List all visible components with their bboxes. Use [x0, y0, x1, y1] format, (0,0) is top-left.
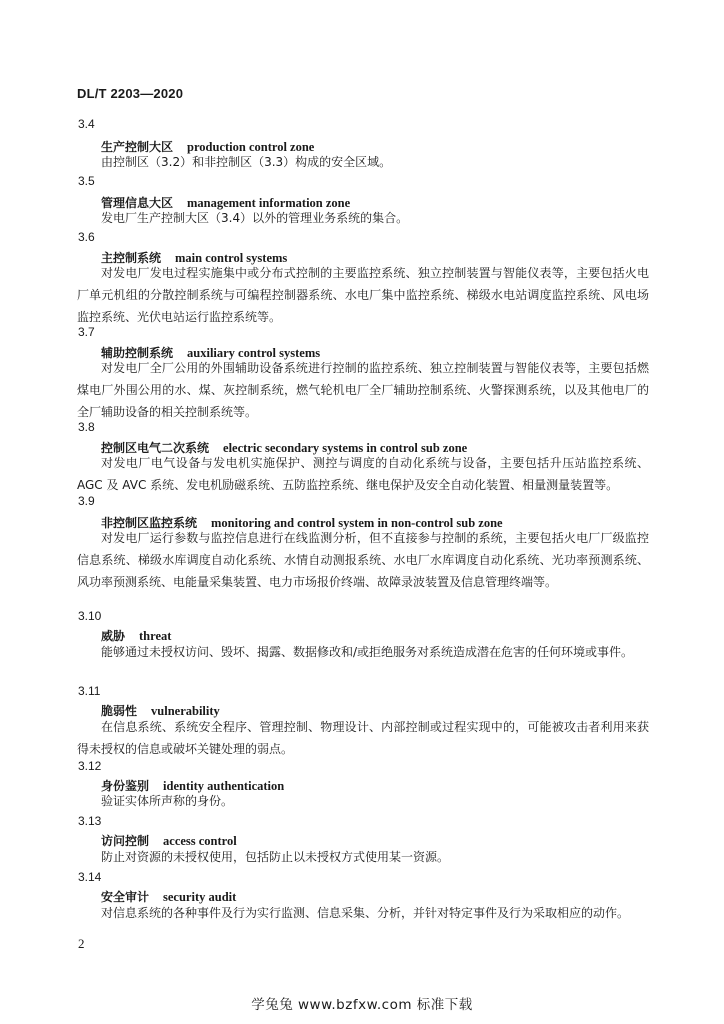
- term-definition: 对发电厂发电过程实施集中或分布式控制的主要监控系统、独立控制装置与智能仪表等，主要包括火电厂单元机组的分散控制系统与可编程控制器系统、水电厂集中监控系统、梯级水电站调度监控系统、风电场监控系统、光伏电站运行监控系统等。: [77, 266, 649, 324]
- term-definition: 发电厂生产控制大区（3.4）以外的管理业务系统的集合。: [101, 211, 409, 225]
- term-zh: 访问控制: [101, 834, 150, 848]
- term-en: main control systems: [175, 251, 288, 265]
- clause-number: 3.8: [78, 420, 95, 434]
- clause-number: 3.4: [78, 117, 95, 131]
- term-definition: 由控制区（3.2）和非控制区（3.3）构成的安全区域。: [101, 155, 392, 169]
- term-zh: 威胁: [101, 629, 126, 643]
- term-en: monitoring and control system in non-control sub zone: [211, 516, 503, 530]
- term-definition: 能够通过未授权访问、毁坏、揭露、数据修改和/或拒绝服务对系统造成潜在危害的任何环境或事件。: [101, 645, 634, 659]
- clause-number: 3.14: [78, 870, 102, 884]
- clause-number: 3.7: [78, 325, 95, 339]
- term-zh: 控制区电气二次系统: [101, 441, 210, 455]
- term-definition: 对发电厂全厂公用的外围辅助设备系统进行控制的监控系统、独立控制装置与智能仪表等，主要包括燃煤电厂外围公用的水、煤、灰控制系统，燃气轮机电厂全厂辅助控制系统、火警探测系统，以及其他电厂的全厂辅助设备的相关控制系统等。: [77, 361, 649, 419]
- term-definition: 在信息系统、系统安全程序、管理控制、物理设计、内部控制或过程实现中的，可能被攻击者利用来获得未授权的信息或破坏关键处理的弱点。: [77, 720, 649, 756]
- clause-number: 3.6: [78, 230, 95, 244]
- term-zh: 辅助控制系统: [101, 346, 174, 360]
- term-zh: 生产控制大区: [101, 140, 174, 154]
- term-en: production control zone: [187, 140, 315, 154]
- term-en: identity authentication: [163, 779, 285, 793]
- term-zh: 安全审计: [101, 890, 150, 904]
- page-number: 2: [78, 936, 85, 951]
- clause-number: 3.9: [78, 494, 95, 508]
- term-definition: 对发电厂电气设备与发电机实施保护、测控与调度的自动化系统与设备，主要包括升压站监控系统、AGC 及 AVC 系统、发电机励磁系统、五防监控系统、继电保护及安全自动化装置、相量测量装置等。: [77, 456, 649, 492]
- clause-number: 3.10: [78, 609, 102, 623]
- clause-number: 3.12: [78, 759, 102, 773]
- term-en: auxiliary control systems: [187, 346, 321, 360]
- term-definition: 防止对资源的未授权使用，包括防止以未授权方式使用某一资源。: [101, 850, 450, 864]
- clause-number: 3.11: [78, 684, 101, 698]
- term-zh: 非控制区监控系统: [101, 516, 198, 530]
- clause-number: 3.13: [78, 814, 102, 828]
- term-en: management information zone: [187, 196, 351, 210]
- term-zh: 身份鉴别: [101, 779, 150, 793]
- term-definition: 对发电厂运行参数与监控信息进行在线监测分析，但不直接参与控制的系统，主要包括火电厂厂级监控信息系统、梯级水库调度自动化系统、水情自动测报系统、水电厂水库调度自动化系统、光功率预测系统、风功率预测系统、电能量采集装置、电力市场报价终端、故障录波装置及信息管理终端等。: [77, 531, 649, 589]
- term-en: electric secondary systems in control sub zone: [223, 441, 468, 455]
- term-en: access control: [163, 834, 237, 848]
- term-en: vulnerability: [151, 704, 220, 718]
- term-en: threat: [139, 629, 172, 643]
- term-zh: 主控制系统: [101, 251, 162, 265]
- term-zh: 脆弱性: [101, 704, 138, 718]
- term-en: security audit: [163, 890, 237, 904]
- term-zh: 管理信息大区: [101, 196, 174, 210]
- clause-number: 3.5: [78, 174, 95, 188]
- term-definition: 验证实体所声称的身份。: [101, 794, 234, 808]
- term-definition: 对信息系统的各种事件及行为实行监测、信息采集、分析，并针对特定事件及行为采取相应的动作。: [101, 906, 630, 920]
- footer-watermark: 学兔兔 www.bzfxw.com 标准下载: [251, 997, 473, 1013]
- document-code: DL/T 2203—2020: [77, 86, 184, 101]
